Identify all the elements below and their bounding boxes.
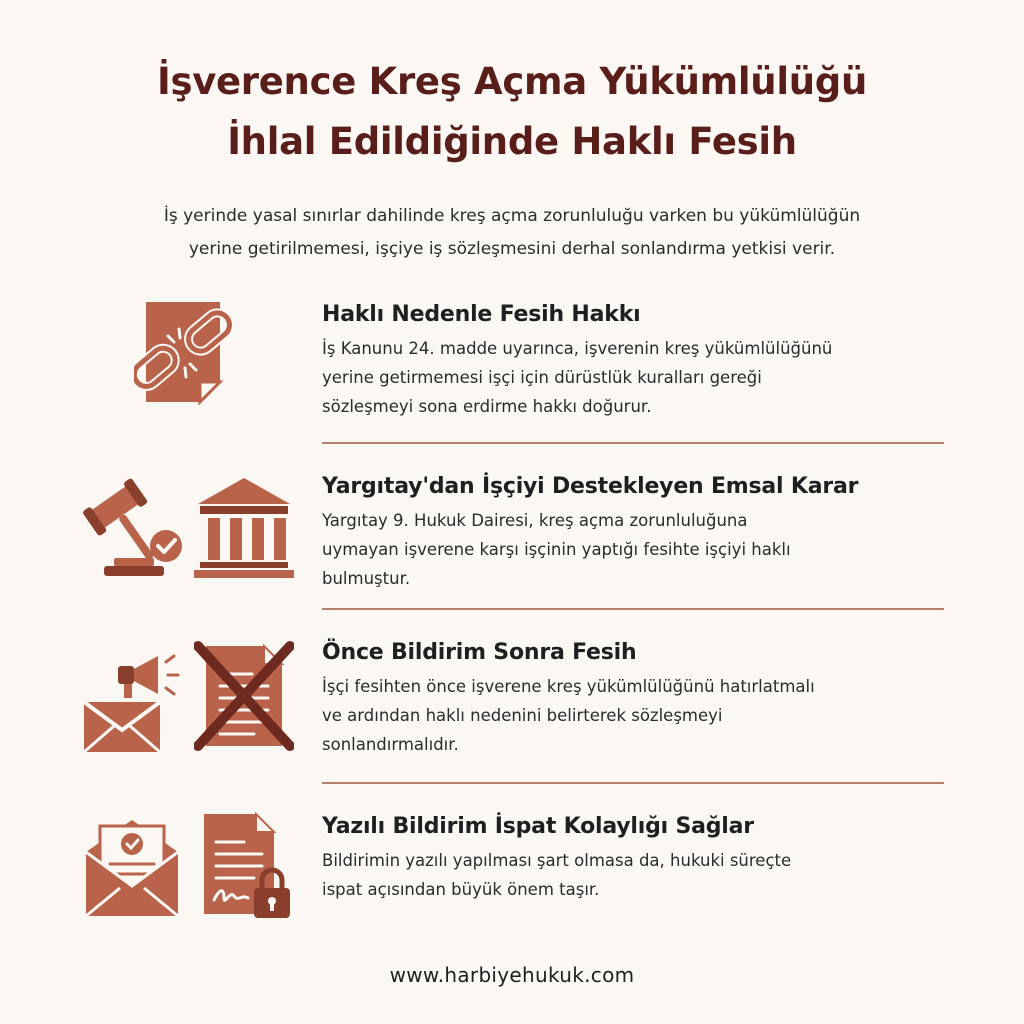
section-body-line: bulmuştur. bbox=[322, 569, 411, 588]
signed-document-lock-icon bbox=[194, 810, 298, 922]
intro-line-1: İş yerinde yasal sınırlar dahilinde kreş açma zorunluluğu varken bu yükümlülüğün bbox=[163, 206, 861, 226]
page-title bbox=[40, 52, 984, 172]
section-body-line: sözleşmeyi sona erdirme hakkı doğurur. bbox=[322, 397, 652, 416]
section-body-line: yerine getirmemesi işçi için dürüstlük kuralları gereği bbox=[322, 368, 762, 387]
intro-paragraph bbox=[60, 200, 964, 266]
section-title: Yazılı Bildirim İspat Kolaylığı Sağlar bbox=[322, 814, 754, 839]
broken-chain-document-icon bbox=[134, 298, 246, 410]
website-link[interactable]: www.harbiyehukuk.com bbox=[389, 963, 635, 987]
section-3-text bbox=[322, 636, 962, 759]
section-title: Önce Bildirim Sonra Fesih bbox=[322, 640, 637, 665]
section-body-line: İşçi fesihten önce işverene kreş yükümlülüğünü hatırlatmalı bbox=[322, 677, 815, 696]
section-divider bbox=[322, 782, 944, 784]
section-divider bbox=[322, 442, 944, 444]
section-title: Haklı Nedenle Fesih Hakkı bbox=[322, 302, 641, 327]
section-body bbox=[322, 846, 962, 904]
section-4-text bbox=[322, 810, 962, 904]
section-body-line: Bildirimin yazılı yapılması şart olmasa da, hukuki süreçte bbox=[322, 851, 792, 870]
intro-line-2: yerine getirilmemesi, işçiye iş sözleşmesini derhal sonlandırma yetkisi verir. bbox=[188, 239, 836, 259]
courthouse-icon bbox=[194, 474, 294, 578]
megaphone-envelope-icon bbox=[80, 642, 184, 752]
section-body-line: sonlandırmalıdır. bbox=[322, 735, 459, 754]
section-body-line: İş Kanunu 24. madde uyarınca, işverenin kreş yükümlülüğünü bbox=[322, 339, 833, 358]
section-2-icons bbox=[80, 470, 320, 610]
section-body-line: Yargıtay 9. Hukuk Dairesi, kreş açma zorunluluğuna bbox=[322, 511, 748, 530]
section-1-icons bbox=[80, 298, 320, 438]
section-body bbox=[322, 506, 962, 593]
crossed-document-icon bbox=[194, 640, 294, 752]
section-1-text bbox=[322, 298, 962, 421]
section-body bbox=[322, 334, 962, 421]
section-divider bbox=[322, 608, 944, 610]
section-4-icons bbox=[80, 810, 320, 950]
section-3-icons bbox=[80, 636, 320, 776]
title-line-1: İşverence Kreş Açma Yükümlülüğü bbox=[157, 60, 867, 103]
section-body-line: uymayan işverene karşı işçinin yaptığı fesihte işçiyi haklı bbox=[322, 540, 791, 559]
section-body bbox=[322, 672, 962, 759]
section-title: Yargıtay'dan İşçiyi Destekleyen Emsal Karar bbox=[322, 474, 859, 499]
title-line-2: İhlal Edildiğinde Haklı Fesih bbox=[227, 120, 797, 163]
section-2-text bbox=[322, 470, 962, 593]
section-body-line: ispat açısından büyük önem taşır. bbox=[322, 880, 600, 899]
certified-envelope-icon bbox=[80, 812, 184, 918]
section-body-line: ve ardından haklı nedenini belirterek sözleşmeyi bbox=[322, 706, 723, 725]
gavel-check-icon bbox=[80, 476, 190, 580]
